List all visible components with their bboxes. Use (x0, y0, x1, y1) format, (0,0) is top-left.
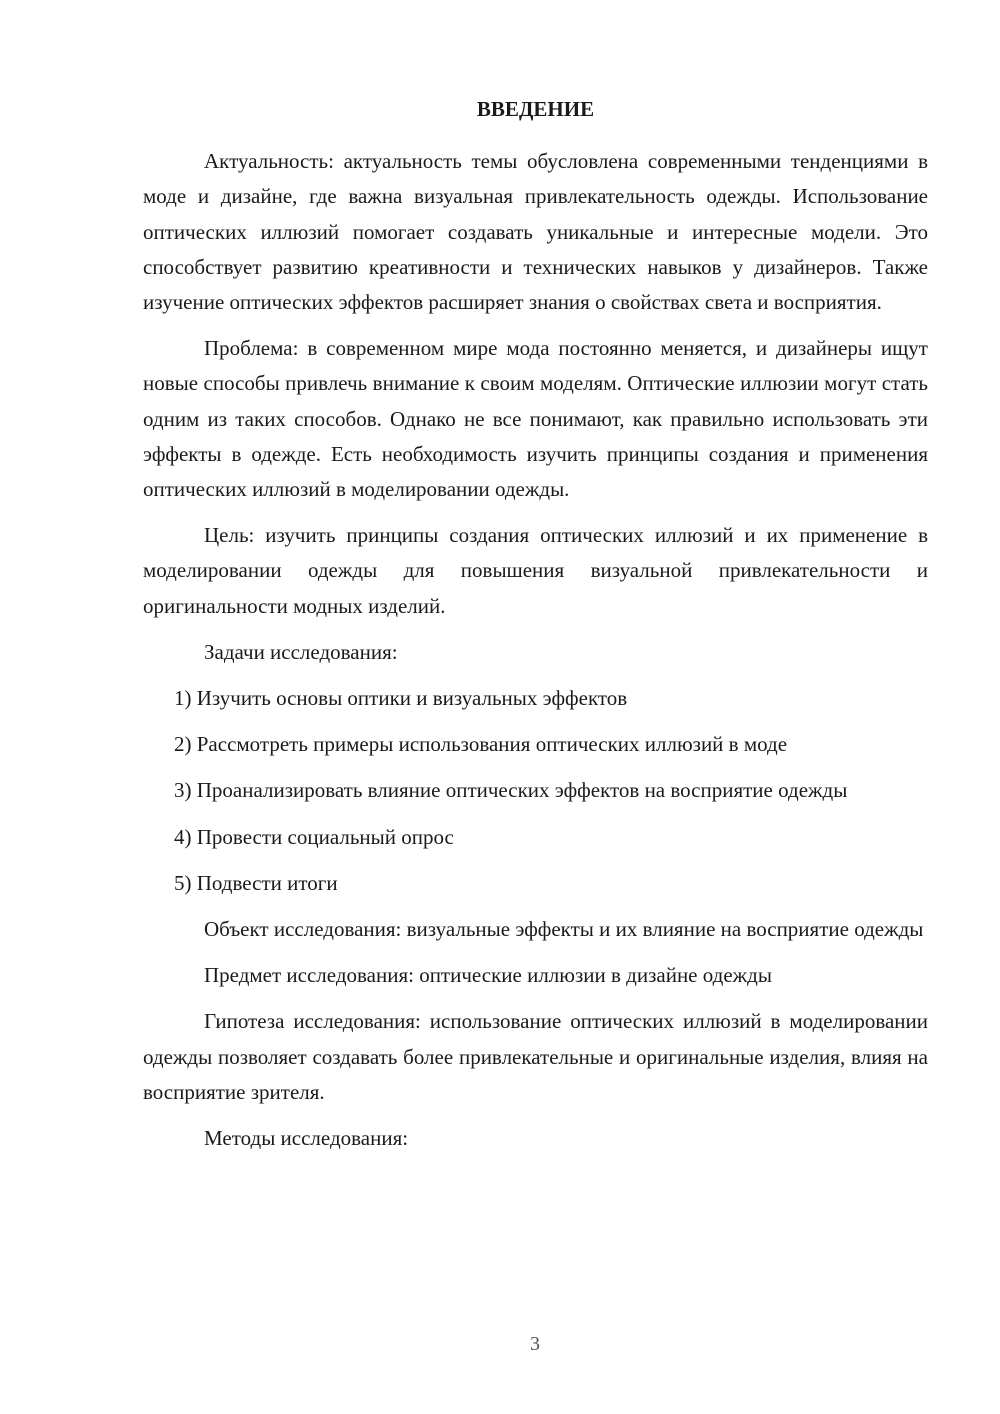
page-number: 3 (530, 1333, 540, 1355)
hypothesis-paragraph: Гипотеза исследования: использование оптических иллюзий в моделировании одежды позволяет создавать более привлекательные и оригинальные изделия, влияя на восприятие зрителя. (143, 1009, 928, 1104)
object-paragraph: Объект исследования: визуальные эффекты и их влияние на восприятие одежды (204, 917, 924, 942)
relevance-paragraph: Актуальность: актуальность темы обусловлена современными тенденциями в моде и дизайне, где важна визуальная привлекательность одежды. Использование оптических иллюзий помогает создавать уникальные и интересные модели. Это способствует развитию креативности и технических навыков у дизайнеров. Также изучение оптических эффектов расширяет знания о свойствах света и восприятия. (143, 149, 928, 315)
section-heading: ВВЕДЕНИЕ (476, 97, 595, 121)
goal-paragraph: Цель: изучить принципы создания оптических иллюзий и их применение в моделировании одежды для повышения визуальной привлекательности и оригинальности модных изделий. (143, 523, 928, 618)
task-item: 5) Подвести итоги (174, 870, 338, 895)
task-item: 4) Провести социальный опрос (174, 824, 454, 849)
methods-heading: Методы исследования: (204, 1126, 409, 1151)
task-item: 3) Проанализировать влияние оптических эффектов на восприятие одежды (174, 778, 848, 803)
subject-paragraph: Предмет исследования: оптические иллюзии в дизайне одежды (204, 963, 772, 988)
tasks-heading: Задачи исследования: (204, 639, 398, 664)
page-content (143, 92, 928, 1167)
problem-paragraph: Проблема: в современном мире мода постоянно меняется, и дизайнеры ищут новые способы привлечь внимание к своим моделям. Оптические иллюзии могут стать одним из таких способов. Однако не все понимают, как правильно использовать эти эффекты в одежде. Есть необходимость изучить принципы создания и применения оптических иллюзий в моделировании одежды. (143, 336, 928, 502)
task-item: 2) Рассмотреть примеры использования оптических иллюзий в моде (174, 732, 788, 757)
task-item: 1) Изучить основы оптики и визуальных эффектов (174, 686, 628, 711)
